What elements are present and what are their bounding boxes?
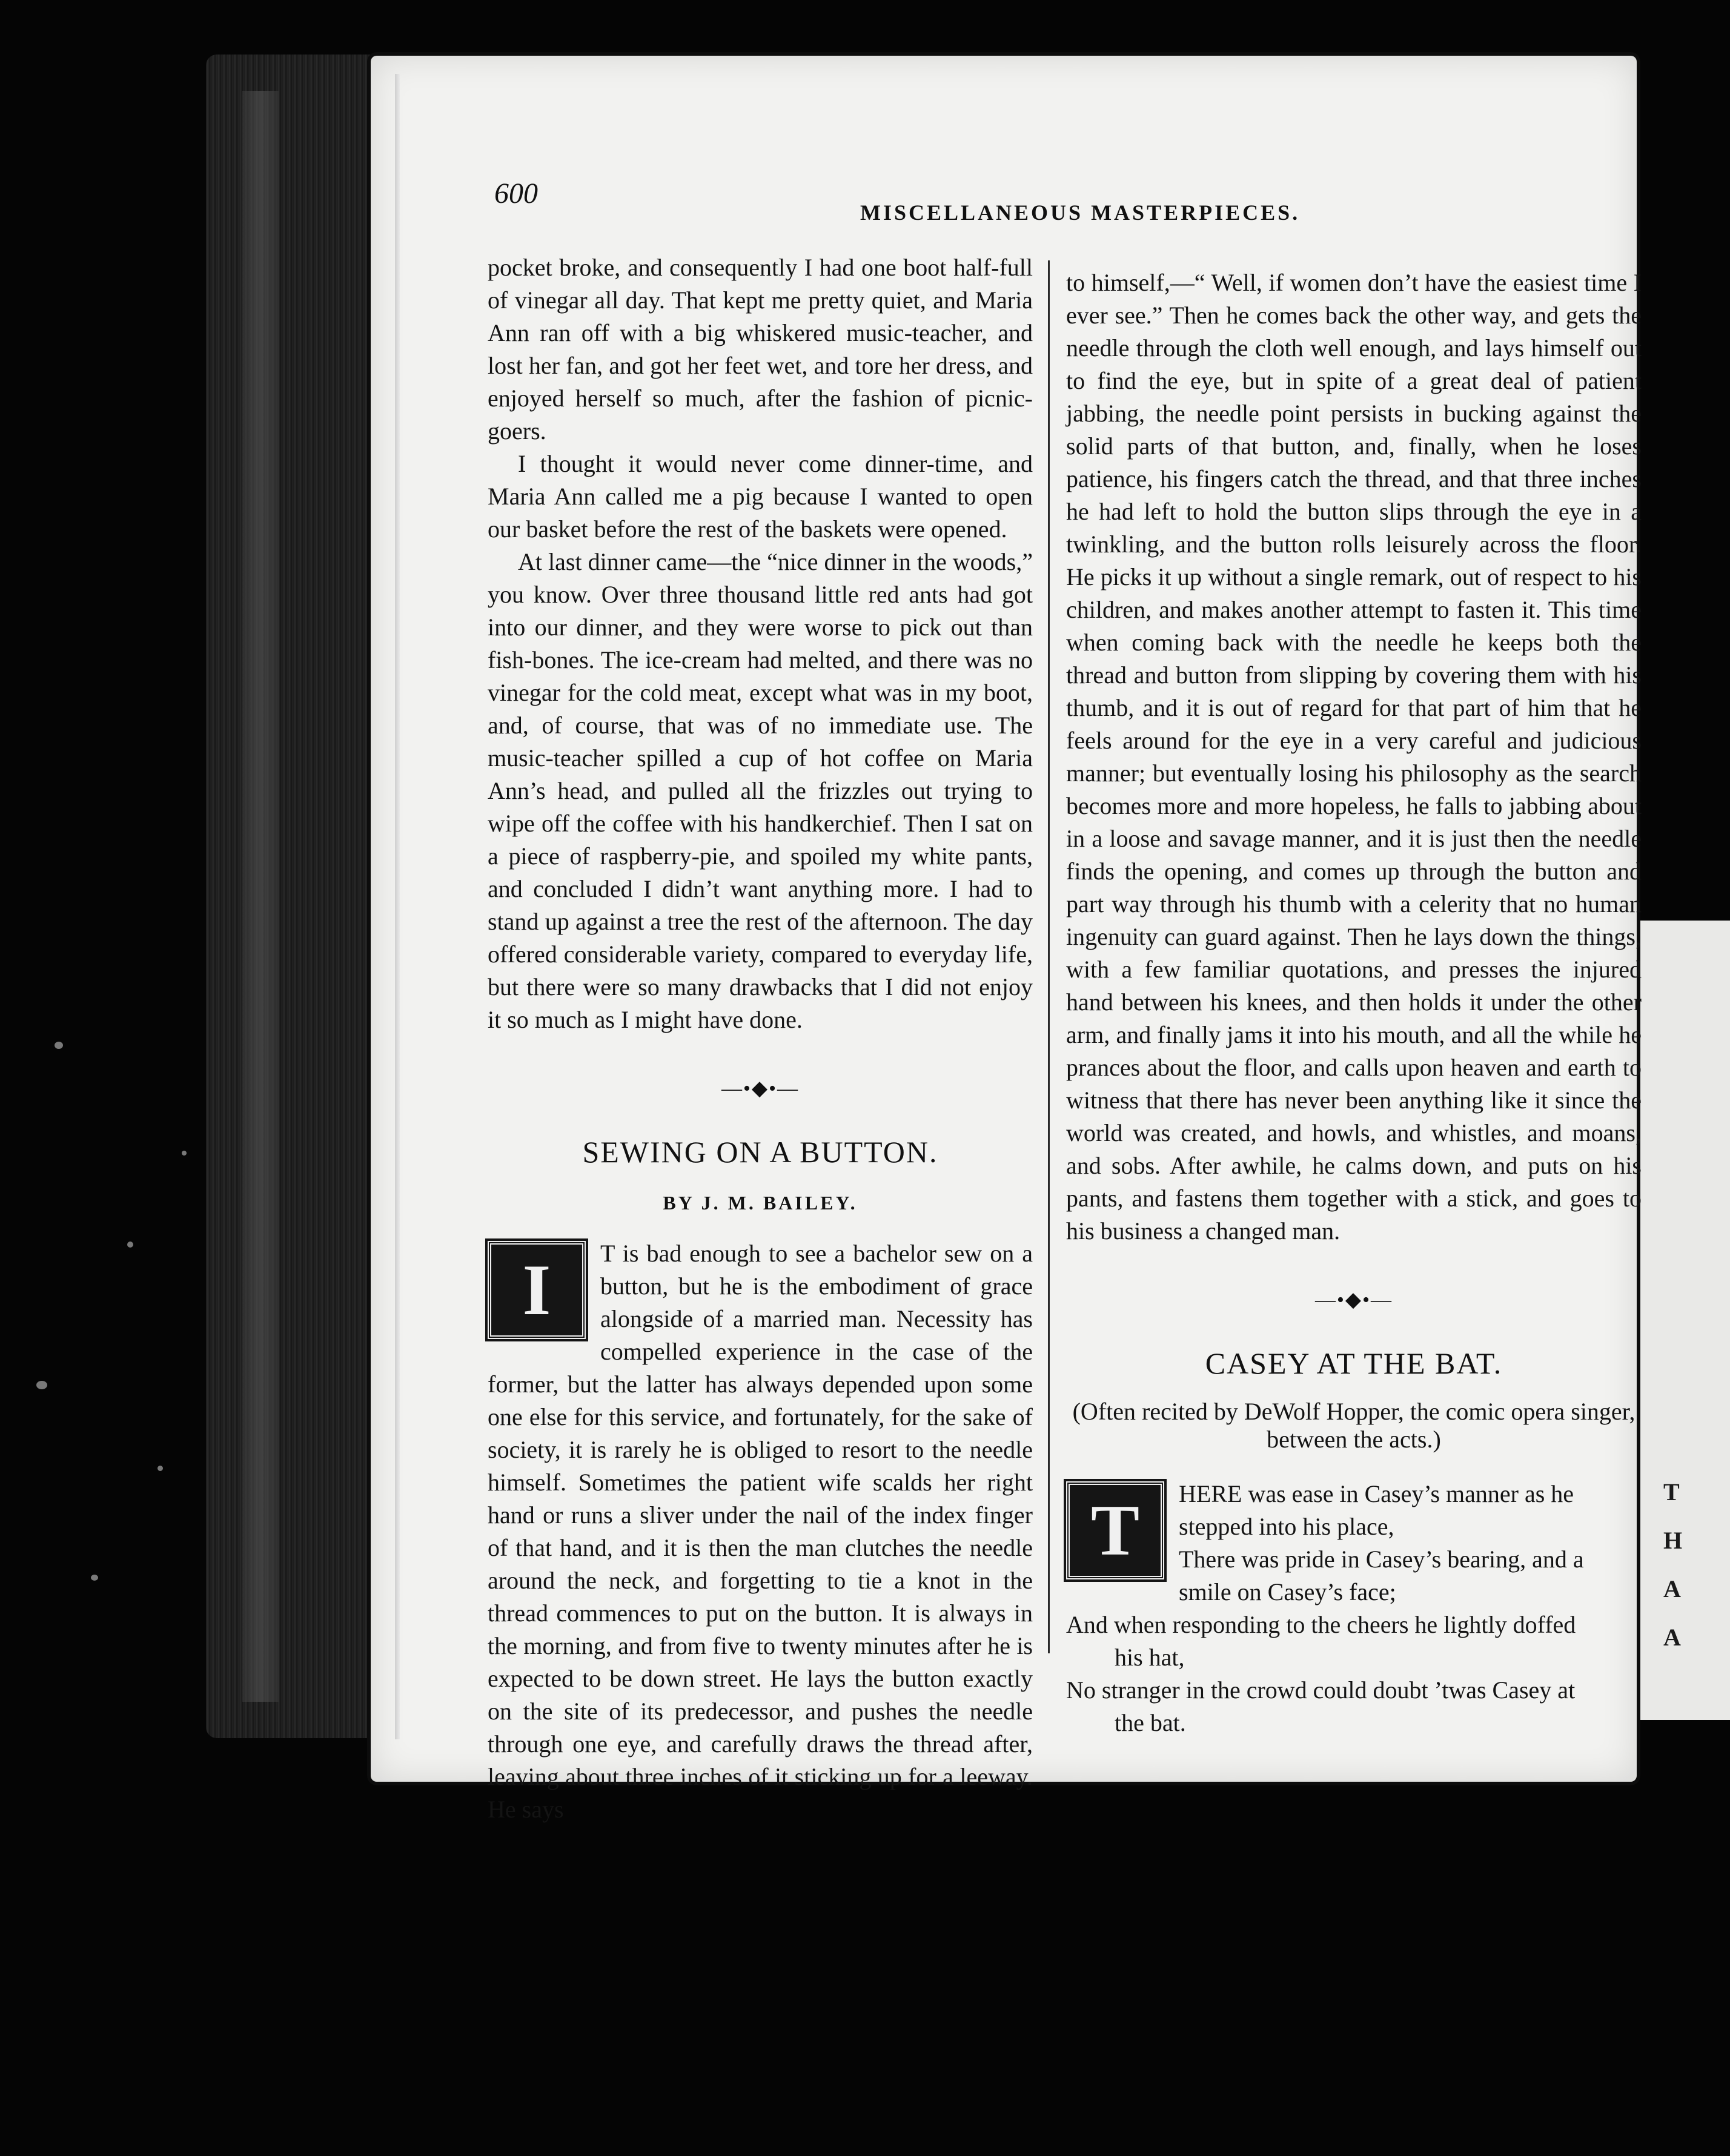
scan-speck [36,1381,47,1389]
section-title: SEWING ON A BUTTON. [582,1135,938,1169]
section-ornament: —•◆•— [721,1077,799,1100]
facing-page-letter: T [1663,1478,1680,1506]
poem-verse [1066,1478,1642,1739]
facing-page-sliver [1636,921,1730,1720]
paragraph: I thought it would never come dinner-time, and Maria Ann called me a pig because I wanted to open our basket before the rest of the baskets were opened. [488,450,1033,543]
facing-page-letter: A [1663,1624,1681,1651]
verse-line: No stranger in the crowd could doubt ’twas Casey at [1066,1676,1576,1704]
verse-line: his hat, [1115,1644,1185,1671]
running-head: MISCELLANEOUS MASTERPIECES. [860,200,1301,225]
verse-line: the bat. [1115,1709,1186,1736]
right-column [1066,266,1642,1739]
scan-speck [127,1242,133,1248]
drop-cap: I [488,1241,586,1339]
page-number: 600 [494,177,538,210]
section-title: CASEY AT THE BAT. [1205,1346,1503,1380]
left-column [488,251,1033,1826]
byline: BY J. M. BAILEY. [663,1192,858,1214]
facing-page-letter: H [1663,1527,1683,1554]
facing-page-letter: A [1663,1575,1681,1602]
column-divider [1048,260,1050,1653]
paragraph: At last dinner came—the “nice dinner in the woods,” you know. Over three thousand little red ants had got into our dinner, and they were worse to pick out than fish-bones. The ice-cream had melted, and there was no vinegar for the cold meat, except what was in my boot, and, of course, that was of no immediate use. The music-teacher spilled a cup of hot coffee on Maria Ann’s head, and pulled all the frizzles out trying to wipe off the coffee with his handkerchief. Then I sat on a piece of raspberry-pie, and spoiled my white pants, and concluded I didn’t want anything more. I had to stand up against a tree the rest of the afternoon. The day offered considerable variety, compared to everyday life, but there were so many drawbacks that I did not enjoy it so much as I might have done. [488,548,1033,1033]
verse-line: And when responding to the cheers he lightly doffed [1066,1611,1576,1638]
subtitle: (Often recited by DeWolf Hopper, the comic opera singer, between the acts.) [1072,1398,1636,1453]
page-margin [395,74,400,1739]
scan-speck [157,1466,163,1471]
drop-cap: T [1066,1481,1164,1579]
book-edge-highlight [242,91,279,1702]
section-ornament: —•◆•— [1315,1289,1393,1311]
verse-line: smile on Casey’s face; [1179,1578,1396,1605]
scan-speck [182,1151,187,1156]
paragraph-text: T is bad enough to see a bachelor sew on a button, but he is the embodiment of grace alongside of a married man. Necessity has compelled experience in the case of the former, but the latter has always depended upon some one else for this service, and fortunately, for the sake of society, it is rarely he is obliged to resort to the needle himself. Sometimes the patient wife scalds her right hand or runs a sliver under the nail of the index finger of that hand, and it is then the man clutches the needle around the neck, and forgetting to tie a knot in the thread commences to put on the button. It is always in the morning, and from five to twenty minutes after he is expected to be down street. He lays the button exactly on the site of its predecessor, and pushes the needle through one eye, and carefully draws the thread after, leaving about three inches of it sticking up for a leeway. He says [488,1240,1033,1823]
scan-speck [91,1575,98,1581]
verse-line: There was pride in Casey’s bearing, and a [1179,1546,1584,1573]
paragraph-with-dropcap [488,1237,1033,1826]
paragraph: pocket broke, and consequently I had one boot half-full of vinegar all day. That kept me pretty quiet, and Maria Ann ran off with a big whiskered music-teacher, and lost her fan, and got her feet wet, and tore her dress, and enjoyed herself so much, after the fashion of picnic-goers. [488,254,1033,445]
paragraph: to himself,—“ Well, if women don’t have the easiest time I ever see.” Then he comes back the other way, and gets the needle through the cloth well enough, and lays himself out to find the eye, but in spite of a great deal of patient jabbing, the needle point persists in bucking against the solid parts of that button, and, finally, when he loses patience, his fingers catch the thread, and that three inches he had left to hold the button slips through the eye in a twinkling, and the button rolls leisurely across the floor. He picks it up without a single remark, out of respect to his children, and makes another attempt to fasten it. This time when coming back with the needle he keeps both the thread and button from slipping by covering them with his thumb, and it is out of regard for that part of him that he feels around for the eye in a very careful and judicious manner; but eventually losing his philosophy as the search becomes more and more hopeless, he falls to jabbing about in a loose and savage manner, and it is just then the needle finds the opening, and comes up through the button and part way through his thumb with a celerity that no human ingenuity can guard against. Then he lays down the things, with a few familiar quotations, and presses the injured hand between his knees, and then holds it under the other arm, and finally jams it into his mouth, and all the while he prances about the floor, and calls upon heaven and earth to witness that there has never been anything like it since the world was created, and howls, and whistles, and moans, and sobs. After awhile, he calms down, and puts on his pants, and fastens them together with a stick, and goes to his business a changed man. [1066,269,1642,1245]
scan-speck [55,1042,63,1049]
verse-line: stepped into his place, [1179,1513,1394,1540]
verse-line: HERE was ease in Casey’s manner as he [1179,1480,1574,1507]
